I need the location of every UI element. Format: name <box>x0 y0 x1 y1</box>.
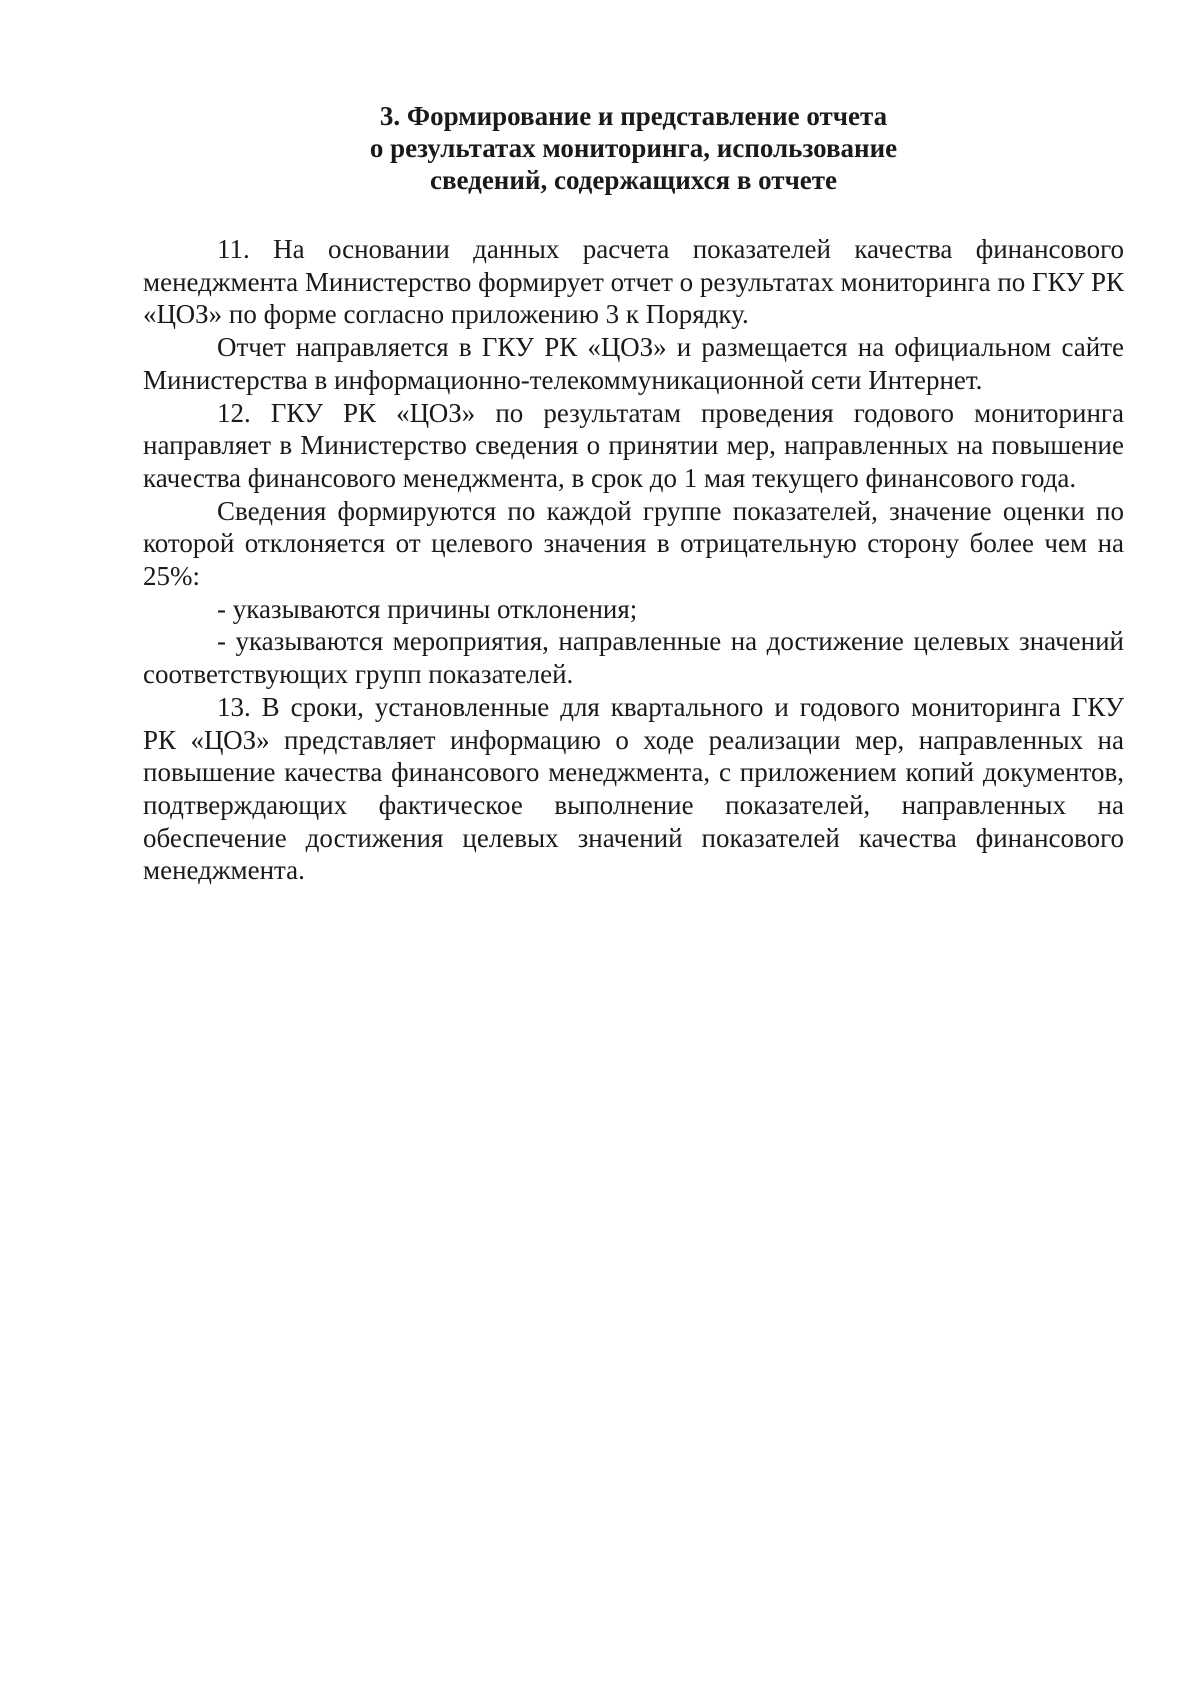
document-body <box>143 233 1124 887</box>
paragraph-information-formation: Сведения формируются по каждой группе показателей, значение оценки по которой отклоняется от целевого значения в отрицательную сторону более чем на 25%: <box>143 495 1124 592</box>
paragraph-13: 13. В сроки, установленные для квартального и годового мониторинга ГКУ РК «ЦОЗ» представляет информацию о ходе реализации мер, направленных на повышение качества финансового менеджмента, с приложением копий документов, подтверждающих фактическое выполнение показателей, направленных на обеспечение достижения целевых значений показателей качества финансового менеджмента. <box>143 691 1124 886</box>
section-heading <box>143 100 1124 196</box>
section-heading-line-3: сведений, содержащихся в отчете <box>429 165 838 195</box>
paragraph-12: 12. ГКУ РК «ЦОЗ» по результатам проведения годового мониторинга направляет в Министерство сведения о принятии мер, направленных на повышение качества финансового менеджмента, в срок до 1 мая текущего финансового года. <box>143 397 1124 493</box>
list-item-deviation-reasons: - указываются причины отклонения; <box>217 593 638 624</box>
paragraph-report-publication: Отчет направляется в ГКУ РК «ЦОЗ» и размещается на официальном сайте Министерства в информационно-телекоммуникационной сети Интернет. <box>143 332 1124 395</box>
list-item-measures: - указываются мероприятия, направленные на достижение целевых значений соответствующих групп показателей. <box>143 626 1124 690</box>
section-heading-line-2: о результатах мониторинга, использование <box>369 133 898 163</box>
paragraph-11: 11. На основании данных расчета показателей качества финансового менеджмента Министерство формирует отчет о результатах мониторинга по ГКУ РК «ЦОЗ» по форме согласно приложению 3 к Порядку. <box>143 234 1124 330</box>
section-heading-line-1: 3. Формирование и представление отчета <box>379 101 888 131</box>
